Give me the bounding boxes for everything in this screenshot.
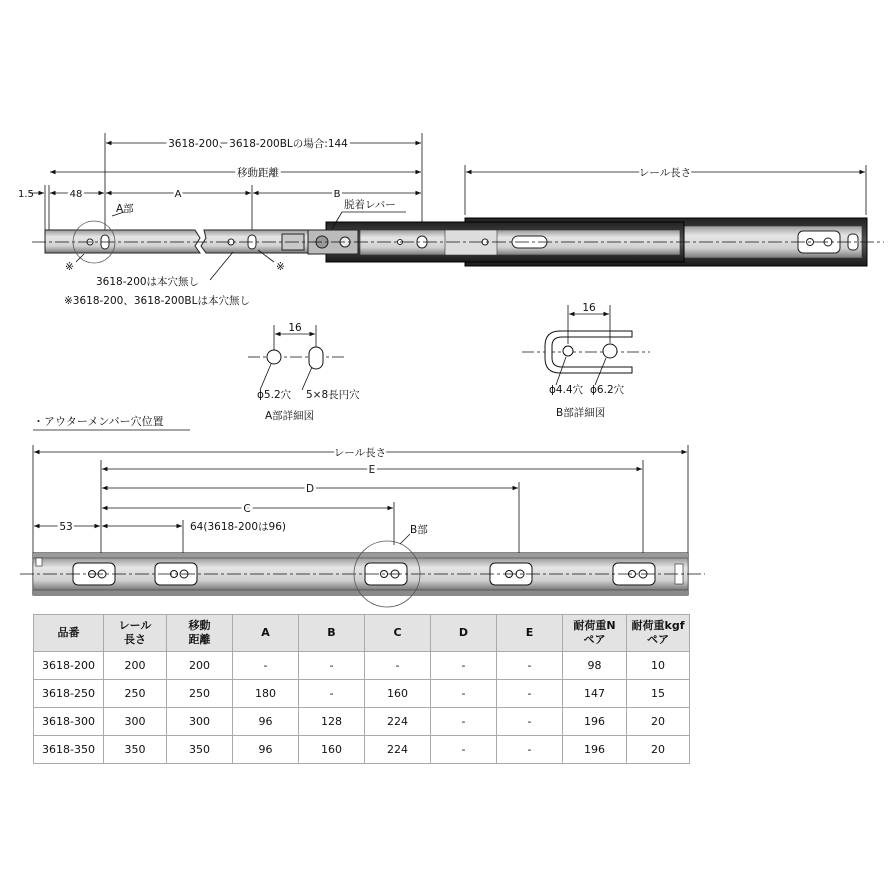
spec-table (33, 614, 690, 764)
outer-rail-length-label: レール長さ (333, 447, 387, 459)
table-cell: 10 (627, 652, 690, 680)
table-cell: 3618-250 (34, 680, 104, 708)
col-b: B (299, 615, 365, 652)
table-cell: - (431, 708, 497, 736)
col-a: A (233, 615, 299, 652)
table-header-row (34, 615, 690, 652)
table-cell: 350 (104, 736, 167, 764)
table-cell: - (431, 652, 497, 680)
table-cell: 196 (563, 736, 627, 764)
rail-length-label: レール長さ (638, 167, 692, 179)
table-cell: 96 (233, 708, 299, 736)
table-cell: - (431, 736, 497, 764)
part-a-label: A部 (116, 203, 134, 215)
table-cell: - (497, 680, 563, 708)
table-cell: 3618-350 (34, 736, 104, 764)
col-rail-length: レール 長さ (104, 615, 167, 652)
mark-left: ※ (65, 261, 74, 273)
dim-d-label: D (305, 483, 315, 495)
table-cell: 200 (167, 652, 233, 680)
table-cell: 224 (365, 736, 431, 764)
dim-53-label: 53 (59, 521, 73, 533)
dim-a-label: A (174, 189, 182, 200)
outer-member-heading: ・アウターメンバー穴位置 (33, 415, 164, 428)
dim-c-label: C (243, 503, 251, 515)
col-load-kgf: 耐荷重kgf ペア (627, 615, 690, 652)
table-cell: 350 (167, 736, 233, 764)
detail-a (248, 325, 346, 390)
table-cell: 300 (104, 708, 167, 736)
table-cell: - (365, 652, 431, 680)
slot-5x8 (309, 347, 323, 369)
no-hole-label: 3618-200は本穴無し (96, 276, 200, 288)
detail-b-dim: 16 (582, 302, 596, 314)
col-d: D (431, 615, 497, 652)
table-cell: 250 (167, 680, 233, 708)
detail-b-hole2: ϕ6.2穴 (590, 384, 625, 396)
table-cell: 224 (365, 708, 431, 736)
table-row (34, 652, 690, 680)
detail-b-hole1: ϕ4.4穴 (549, 384, 584, 396)
dim-1-5-label: 1.5 (18, 189, 34, 200)
table-cell: - (497, 736, 563, 764)
detail-a-caption: A部詳細図 (265, 410, 315, 422)
dim-144-label: 3618-200、3618-200BLの場合:144 (168, 138, 348, 150)
table-cell: 300 (167, 708, 233, 736)
table-cell: - (299, 680, 365, 708)
table-row (34, 708, 690, 736)
part-b-label: B部 (410, 524, 428, 536)
col-e: E (497, 615, 563, 652)
table-cell: 180 (233, 680, 299, 708)
table-cell: 3618-300 (34, 708, 104, 736)
detail-b-caption: B部詳細図 (556, 407, 606, 419)
mark-right: ※ (276, 261, 285, 273)
col-c: C (365, 615, 431, 652)
table-cell: 3618-200 (34, 652, 104, 680)
table-row (34, 680, 690, 708)
detail-a-dim: 16 (288, 322, 302, 334)
table-cell: - (497, 708, 563, 736)
table-cell: 250 (104, 680, 167, 708)
table-cell: 128 (299, 708, 365, 736)
hole-5-2 (267, 350, 281, 364)
table-row (34, 736, 690, 764)
table-cell: 96 (233, 736, 299, 764)
table-cell: 20 (627, 736, 690, 764)
col-load-n: 耐荷重N ペア (563, 615, 627, 652)
travel-label: 移動距離 (237, 167, 279, 179)
dim-e-label: E (368, 464, 376, 476)
detail-b (522, 305, 650, 385)
hole-6-2 (603, 344, 617, 358)
dim-48-label: 48 (69, 189, 83, 200)
col-part-number: 品番 (34, 615, 104, 652)
table-cell: - (233, 652, 299, 680)
table-cell: 160 (299, 736, 365, 764)
note-label: ※3618-200、3618-200BLは本穴無し (64, 295, 250, 307)
detail-a-hole1: ϕ5.2穴 (257, 389, 292, 401)
col-travel: 移動 距離 (167, 615, 233, 652)
table-cell: - (497, 652, 563, 680)
table-cell: - (431, 680, 497, 708)
table-cell: 147 (563, 680, 627, 708)
table-cell: - (299, 652, 365, 680)
detach-lever-label: 脱着レバー (344, 199, 396, 211)
table-cell: 98 (563, 652, 627, 680)
dim-64-label: 64(3618-200は96) (190, 521, 286, 533)
dim-b-label: B (333, 189, 341, 200)
table-cell: 15 (627, 680, 690, 708)
table-cell: 20 (627, 708, 690, 736)
table-cell: 200 (104, 652, 167, 680)
hole-4-4 (563, 346, 573, 356)
table-cell: 196 (563, 708, 627, 736)
table-cell: 160 (365, 680, 431, 708)
detail-a-hole2: 5×8長円穴 (306, 389, 360, 401)
